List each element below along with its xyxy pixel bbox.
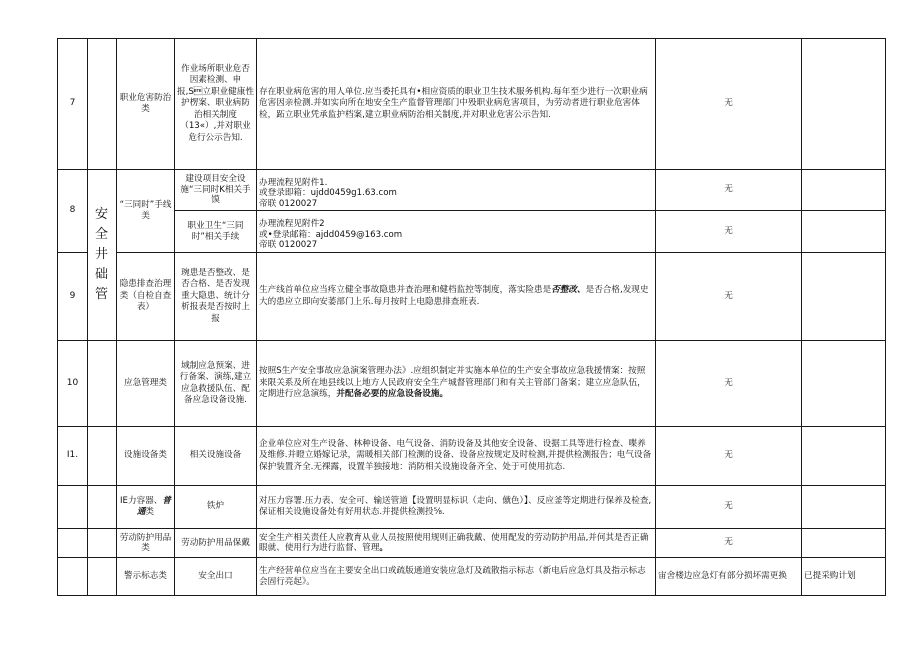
category-char: 安 — [94, 207, 109, 222]
item-cell: 安全出口 — [175, 558, 257, 596]
category-cell-blank — [88, 341, 117, 427]
req-line: 办理流程见附件2 — [259, 219, 325, 229]
result-cell: 无 — [656, 39, 802, 170]
row-number: 9 — [58, 253, 88, 341]
table-row — [58, 170, 886, 211]
result-cell: 无 — [656, 253, 802, 341]
row-number: 10 — [58, 341, 88, 427]
result-cell: 无 — [656, 211, 802, 253]
req-text: 安全生产相关责任人应教育从业人员按照使用规则正确我戴、使用配发的劳动防护用品,并何其是否正确眼就、使用行为进行监督、管理 — [259, 532, 649, 553]
result-cell: 无 — [656, 341, 802, 427]
item-cell: 铁炉 — [175, 486, 257, 529]
table-row — [58, 558, 886, 596]
type-text: 类 — [145, 507, 155, 517]
category-cell-blank — [88, 427, 117, 486]
table-row — [58, 341, 886, 427]
result-cell: 宙舍楼边应急灯有部分损坏需更换 — [656, 558, 802, 596]
table-row — [58, 529, 886, 558]
note-cell — [802, 39, 886, 170]
row-number-blank — [58, 558, 88, 596]
note-cell — [802, 211, 886, 253]
type-cell: 劳动防护用品类 — [117, 529, 175, 558]
item-cell: 职业卫生“三同时”相关手续 — [175, 211, 257, 253]
item-cell: 域制应急预案、进行备案、演练,建立应急救援队伍、配备应急设备设施. — [175, 341, 257, 427]
row-number: 8 — [58, 170, 88, 253]
type-emphasis: 普通 — [136, 495, 171, 517]
note-cell — [802, 427, 886, 486]
result-cell: 无 — [656, 427, 802, 486]
type-cell: 警示标志类 — [117, 558, 175, 596]
row-number-blank — [58, 529, 88, 558]
table-row — [58, 39, 886, 170]
requirement-cell: 企业单位应对生产设备、林种设备、电气设备、消防设备及其他安全设备、设据工具等进行检查、喋养及维修.并瞪立婚嫁记录，需暖相关部门检测的设备、设备应按规定及时检测,并提供检测报告；电气设备保护装置齐全.无裸露，设置羊独接地：消防相关设施设备齐全、处于可使用抗态. — [257, 427, 656, 486]
row-number: I1. — [58, 427, 88, 486]
category-cell-blank — [88, 529, 117, 558]
item-cell: 建设项目安全设施“三同时K相关手馍 — [175, 170, 257, 211]
requirement-cell: 存在职业病危害的用人单位.应当委托具有•相应资质的职业卫生技术服务机构.每年至少进行一次职业病危害因亲检测.并如实向所在地安全生产监督管理部门中殁职业病危害项目，为劳动者进行职业危害体检，跖立职业凭承监护档案,建立职业病防治相关制度,并对职业危害公示告知. — [257, 39, 656, 170]
req-emphasis: 。 — [379, 543, 388, 553]
result-cell: 无 — [656, 170, 802, 211]
req-text: 是否合格,发现史大的患应立即向安萎部门上乐.每月按时上电隐患排查班表. — [259, 285, 649, 307]
req-emphasis: 否整改、 — [551, 285, 586, 295]
req-line: 或•登录邮箱：ajdd0459@163.com — [259, 229, 403, 240]
requirement-cell: 对压力容署.压力表、安全可、输送管道【设置明显标识（走向、僦色）】、反应釜等定期进行保养及检查,保证相关设施设备处有好用状态.并提供检测投⅝. — [257, 486, 656, 529]
req-emphasis: 并配备必要的应急设备设施。 — [336, 389, 449, 400]
result-cell: 无 — [656, 486, 802, 529]
note-cell — [802, 486, 886, 529]
inspection-table — [57, 38, 886, 596]
type-cell: 设施设备类 — [117, 427, 175, 486]
req-line: 或登录即箱：ujdd0459g1.63.com — [259, 188, 397, 198]
req-text: 按照S生产安全事故应急演案管理办法》.应组织制定并实施本单位的生产安全事故应急我援情案：按照来限关系及所在地县线以上地方人民政府安全生产城督管理部门和有关主管部门备案；建立应急队伍，定期进行应急演练， — [259, 366, 646, 400]
note-cell — [802, 341, 886, 427]
note-cell — [802, 529, 886, 558]
category-char: 全 — [94, 227, 109, 242]
item-cell: 相关设施设备 — [175, 427, 257, 486]
req-text: 生产线首单位应当疼立健全事故隐患并查治理和健档监控等制度，落实险患是 — [259, 285, 552, 295]
requirement-cell: 生产经营单位应当在主要安全出口或疏版通道安装应急灯及疏散指示标志（新电后应急灯具及指示标志会固行亮起》。 — [257, 558, 656, 596]
item-cell: 作业场所职业危否因素检测、申报,S立职业健康性护楞案、职业病防治相关制度（13«）,并对职业危行公示告知. — [175, 39, 257, 170]
item-cell: 琬患是否整改、是否合格、是否发现重大隐患、统计分析报表是否按时上报 — [175, 253, 257, 341]
category-cell-blank — [88, 39, 117, 170]
table-row — [58, 211, 886, 253]
type-cell: “三同时”手线美 — [117, 170, 175, 253]
table-row — [58, 253, 886, 341]
req-line: 帝联 0120027 — [259, 198, 318, 209]
result-cell: 无 — [656, 529, 802, 558]
requirement-cell — [257, 253, 656, 341]
row-number-blank — [58, 486, 88, 529]
req-line: 办理流程见附件1. — [259, 177, 328, 188]
type-cell: 应急管理类 — [117, 341, 175, 427]
table-row — [58, 427, 886, 486]
requirement-cell — [257, 529, 656, 558]
note-cell — [802, 253, 886, 341]
table-row — [58, 486, 886, 529]
req-line: 帝联 0120027 — [259, 240, 318, 250]
type-cell: 职业危害防治类 — [117, 39, 175, 170]
requirement-cell — [257, 341, 656, 427]
item-cell: 劳动防护用品保戴 — [175, 529, 257, 558]
category-cell-blank — [88, 486, 117, 529]
requirement-cell — [257, 211, 656, 253]
type-cell: 隐患排查治理类（自检自查表） — [117, 253, 175, 341]
category-cell — [88, 170, 117, 341]
note-cell — [802, 170, 886, 211]
category-char: 础 — [94, 267, 109, 282]
category-char: 管 — [94, 287, 109, 302]
note-cell: 已提采购计划 — [802, 558, 886, 596]
type-cell — [117, 486, 175, 529]
category-cell-blank — [88, 558, 117, 596]
row-number: 7 — [58, 39, 88, 170]
requirement-cell — [257, 170, 656, 211]
category-char: 井 — [94, 247, 109, 262]
type-text: IE力容器、 — [120, 495, 163, 506]
